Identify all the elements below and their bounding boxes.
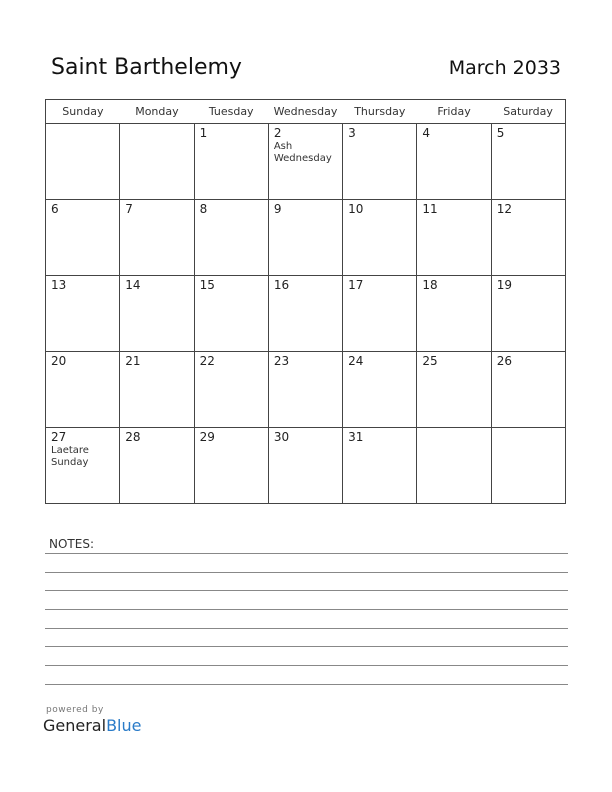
calendar-day-cell — [417, 124, 491, 200]
day-number: 3 — [348, 126, 356, 140]
day-number: 7 — [125, 202, 133, 216]
day-number: 16 — [273, 278, 290, 292]
day-number: 26 — [496, 354, 512, 368]
day-number: 9 — [273, 202, 282, 216]
calendar-day-cell — [194, 124, 268, 200]
calendar-day-cell — [491, 428, 565, 504]
calendar-day-cell — [343, 428, 417, 504]
day-number: 1 — [199, 126, 208, 140]
calendar-day-cell — [491, 124, 565, 200]
calendar-week-row — [46, 124, 566, 200]
calendar-day-cell — [343, 200, 417, 276]
calendar-day-cell — [120, 428, 194, 504]
day-number: 8 — [199, 202, 208, 216]
calendar-week-row — [46, 428, 566, 504]
powered-by-text: powered by — [46, 705, 104, 715]
brand-general-text: General — [43, 716, 107, 735]
day-number: 10 — [348, 202, 364, 216]
day-number: 14 — [125, 278, 141, 292]
calendar-day-cell — [268, 200, 342, 276]
day-number: 22 — [199, 354, 215, 368]
calendar-day-cell — [417, 428, 491, 504]
calendar-day-cell — [491, 352, 565, 428]
holiday-label: Ash Wednesday — [273, 141, 332, 164]
day-number: 2 — [273, 126, 282, 140]
calendar-day-cell — [120, 200, 194, 276]
day-number: 21 — [125, 354, 141, 368]
holiday-label: Laetare Sunday — [51, 445, 89, 468]
brand-blue-text: Blue — [106, 716, 142, 735]
weekday-header: Friday — [417, 100, 491, 124]
calendar-day-cell — [268, 352, 342, 428]
calendar-day-cell — [120, 276, 194, 352]
day-number: 20 — [51, 354, 67, 368]
calendar-day-cell — [194, 200, 268, 276]
day-number: 6 — [51, 202, 59, 216]
weekday-header: Monday — [120, 100, 194, 124]
day-number: 17 — [348, 278, 364, 292]
day-number: 29 — [199, 430, 215, 444]
calendar-day-cell — [194, 276, 268, 352]
calendar-day-cell — [194, 428, 268, 504]
day-number: 31 — [348, 430, 364, 444]
weekday-header: Sunday — [46, 100, 120, 124]
calendar-week-row — [46, 352, 566, 428]
calendar-month-title: March 2033 — [448, 57, 561, 79]
note-line — [45, 572, 568, 573]
calendar-day-cell — [46, 124, 120, 200]
calendar-day-cell — [417, 200, 491, 276]
calendar-country-title: Saint Barthelemy — [51, 55, 242, 80]
note-line — [45, 684, 568, 685]
day-number: 11 — [422, 202, 438, 216]
calendar-day-cell — [343, 352, 417, 428]
calendar-day-cell — [46, 276, 120, 352]
calendar-day-cell — [46, 200, 120, 276]
notes-label: NOTES: — [49, 537, 94, 551]
note-line — [45, 609, 568, 610]
day-number: 24 — [348, 354, 364, 368]
day-number: 13 — [51, 278, 67, 292]
calendar-day-cell — [268, 428, 342, 504]
note-line — [45, 590, 568, 591]
weekday-header: Saturday — [491, 100, 565, 124]
calendar-day-cell — [343, 276, 417, 352]
weekday-header-row — [46, 100, 566, 124]
note-line — [45, 553, 568, 554]
calendar-day-cell — [46, 428, 120, 504]
day-number: 19 — [496, 278, 512, 292]
note-line — [45, 665, 568, 666]
calendar-day-cell — [491, 276, 565, 352]
day-number: 28 — [125, 430, 141, 444]
day-number: 5 — [496, 126, 505, 140]
calendar-week-row — [46, 200, 566, 276]
weekday-header: Wednesday — [268, 100, 342, 124]
note-line — [45, 628, 568, 629]
day-number: 27 — [51, 430, 67, 444]
calendar-day-cell — [120, 352, 194, 428]
day-number: 18 — [422, 278, 438, 292]
day-number: 30 — [273, 430, 290, 444]
calendar-grid — [45, 99, 566, 504]
generalblue-logo[interactable] — [43, 716, 141, 735]
calendar-day-cell — [46, 352, 120, 428]
calendar-day-cell — [417, 352, 491, 428]
note-line — [45, 646, 568, 647]
calendar-day-cell — [417, 276, 491, 352]
day-number: 25 — [422, 354, 438, 368]
calendar-day-cell — [194, 352, 268, 428]
calendar-day-cell — [268, 124, 342, 200]
calendar-day-cell — [491, 200, 565, 276]
calendar-day-cell — [120, 124, 194, 200]
day-number: 23 — [273, 354, 290, 368]
day-number: 15 — [199, 278, 215, 292]
weekday-header: Tuesday — [194, 100, 268, 124]
calendar-day-cell — [343, 124, 417, 200]
weekday-header: Thursday — [343, 100, 417, 124]
day-number: 4 — [422, 126, 431, 140]
calendar-week-row — [46, 276, 566, 352]
day-number: 12 — [496, 202, 512, 216]
calendar-day-cell — [268, 276, 342, 352]
